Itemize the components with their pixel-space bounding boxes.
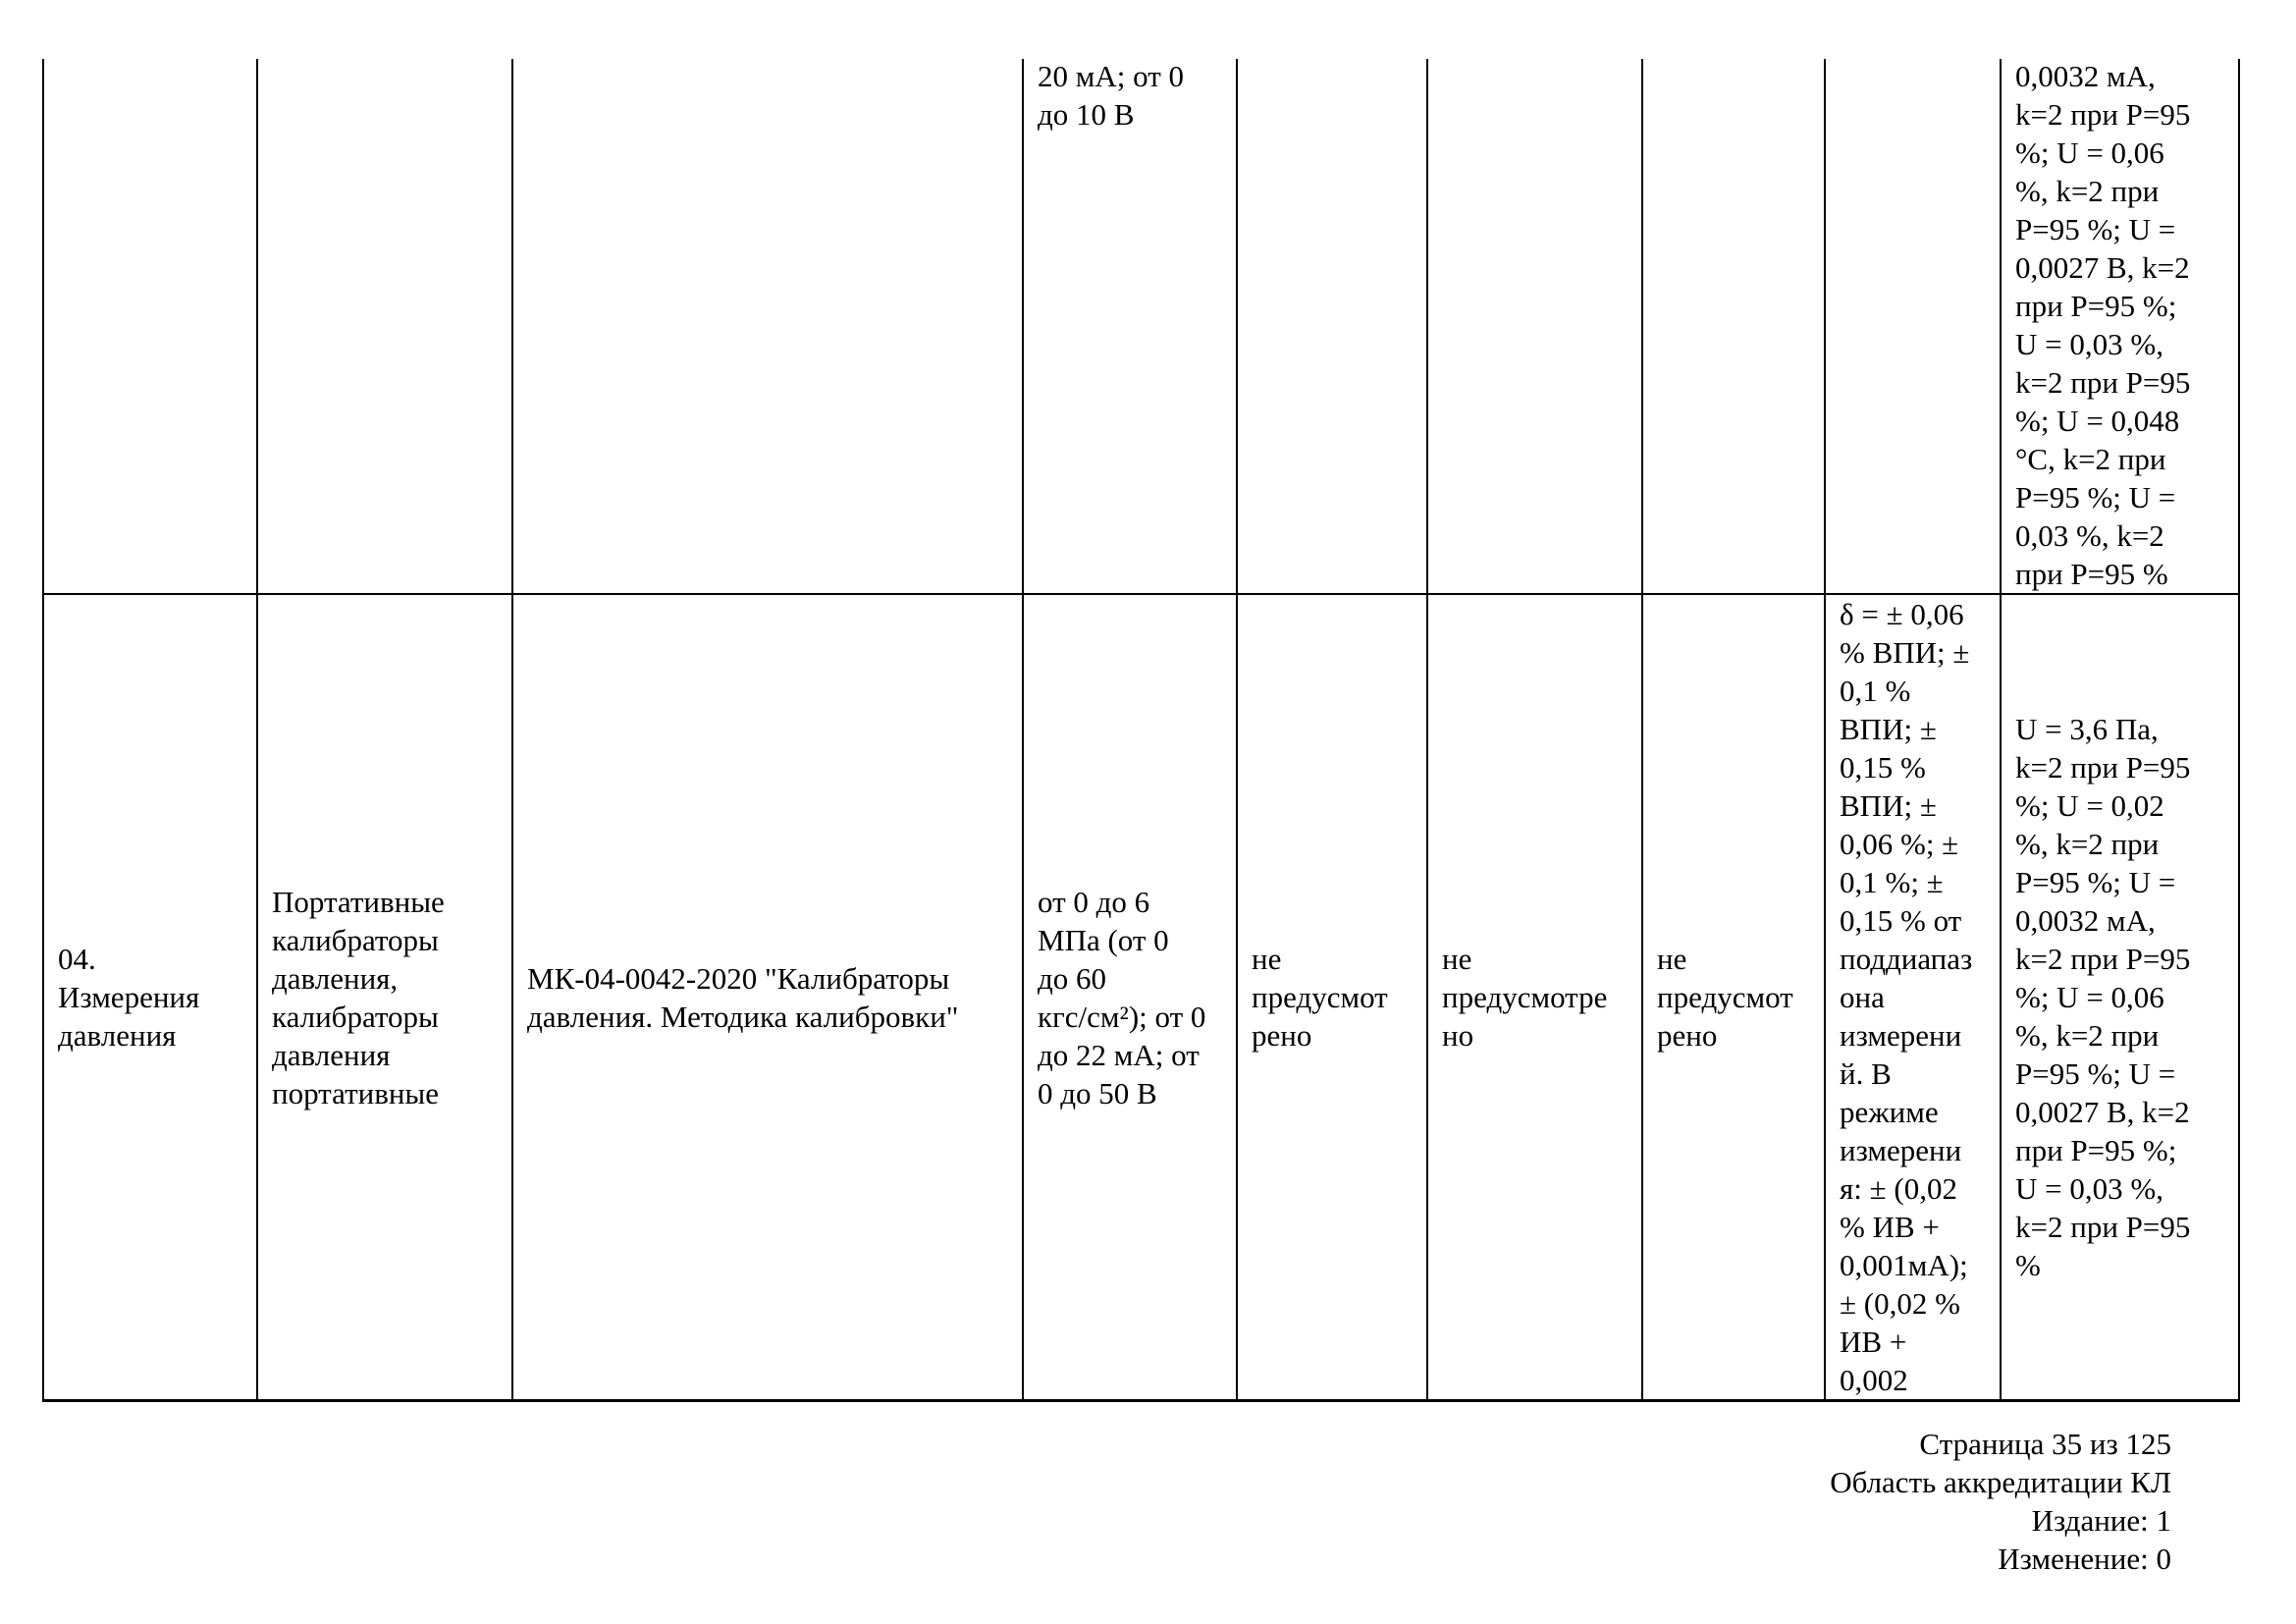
- cell-accuracy: [1825, 59, 2001, 594]
- cell-area: [43, 59, 257, 594]
- cell-col7: [1642, 59, 1825, 594]
- cell-col5: не предусмот рено: [1237, 594, 1427, 1401]
- table-row-pressure: [43, 594, 2239, 1401]
- cell-col7: не предусмот рено: [1642, 594, 1825, 1401]
- page-number: Страница 35 из 125: [1919, 1427, 2171, 1461]
- accreditation-scope-label: Область аккредитации КЛ: [1830, 1465, 2171, 1499]
- table-row-continued: [43, 59, 2239, 594]
- cell-method: [512, 59, 1023, 594]
- cell-accuracy: δ = ± 0,06 % ВПИ; ± 0,1 % ВПИ; ± 0,15 % ВПИ; ± 0,06 %; ± 0,1 %; ± 0,15 % от поддиапаз она измерени й. В режиме измерени я: ± (0,02 % ИВ + 0,001мА); ± (0,02 % ИВ + 0,002: [1825, 594, 2001, 1401]
- cell-instrument: Портативные калибраторы давления, калибраторы давления портативные: [257, 594, 512, 1401]
- cell-uncertainty: U = 3,6 Па, k=2 при P=95 %; U = 0,02 %, k=2 при P=95 %; U = 0,0032 мА, k=2 при P=95 %; U = 0,06 %, k=2 при P=95 %; U = 0,0027 В, k=2 при P=95 %; U = 0,03 %, k=2 при P=95 %: [2001, 594, 2239, 1401]
- cell-col6: [1427, 59, 1642, 594]
- cell-col6: не предусмотре но: [1427, 594, 1642, 1401]
- cell-range: от 0 до 6 МПа (от 0 до 60 кгс/см²); от 0 до 22 мА; от 0 до 50 В: [1023, 594, 1237, 1401]
- edition-label: Издание: 1: [2031, 1503, 2171, 1538]
- cell-range: 20 мА; от 0 до 10 В: [1023, 59, 1237, 594]
- accreditation-table: [42, 59, 2240, 1402]
- page-footer: [1830, 1425, 2171, 1578]
- change-label: Изменение: 0: [1998, 1542, 2171, 1576]
- cell-method: МК-04-0042-2020 "Калибраторы давления. Методика калибровки": [512, 594, 1023, 1401]
- cell-col5: [1237, 59, 1427, 594]
- cell-uncertainty: 0,0032 мА, k=2 при P=95 %; U = 0,06 %, k=2 при P=95 %; U = 0,0027 В, k=2 при P=95 %; U = 0,03 %, k=2 при P=95 %; U = 0,048 °C, k=2 при P=95 %; U = 0,03 %, k=2 при P=95 %: [2001, 59, 2239, 594]
- cell-instrument: [257, 59, 512, 594]
- cell-area: 04. Измерения давления: [43, 594, 257, 1401]
